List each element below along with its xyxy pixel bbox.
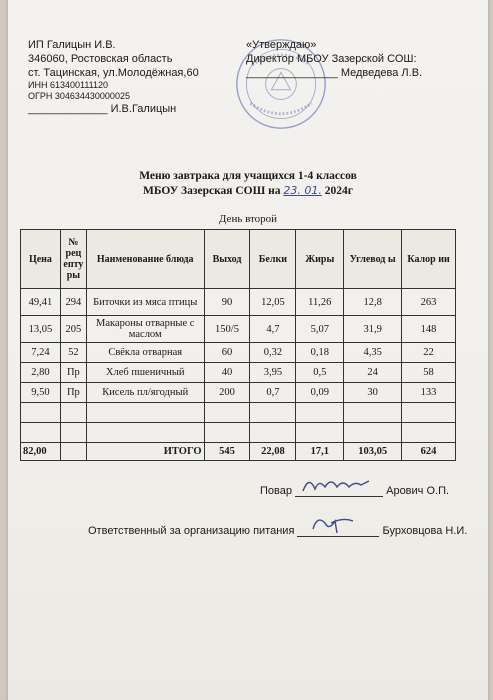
total-label: ИТОГО <box>86 443 204 461</box>
cell-dish: Биточки из мяса птицы <box>86 289 204 316</box>
day-label: День второй <box>218 213 278 225</box>
responsible-signature-line <box>88 522 467 537</box>
cell-fats: 0,09 <box>296 383 344 403</box>
empty-row <box>21 403 456 423</box>
cell-recipe: Пр <box>60 363 86 383</box>
cell-calories: 133 <box>402 383 456 403</box>
handwritten-date: 23. 01. <box>283 184 322 197</box>
cell-recipe: 52 <box>60 343 86 363</box>
cell-output: 60 <box>204 343 250 363</box>
cell-proteins: 0,7 <box>250 383 296 403</box>
table-row <box>21 289 456 316</box>
cell-calories: 58 <box>402 363 456 383</box>
approval-director: Директор МБОУ Зазерской СОШ: <box>246 53 417 65</box>
total-calories: 624 <box>402 443 456 461</box>
table-row <box>21 383 456 403</box>
responsible-label: Ответственный за организацию питания <box>88 525 295 537</box>
total-fats: 17,1 <box>296 443 344 461</box>
col-header-recipe: № рец епту ры <box>60 230 86 289</box>
supplier-address-1: 346060, Ростовская область <box>28 53 173 65</box>
cell-calories: 22 <box>402 343 456 363</box>
cell-proteins: 3,95 <box>250 363 296 383</box>
cell-recipe: 205 <box>60 316 86 343</box>
cook-signature-line <box>260 482 449 497</box>
responsible-signature-field <box>297 522 379 537</box>
cell-output: 90 <box>204 289 250 316</box>
cell-dish: Кисель пл/ягодный <box>86 383 204 403</box>
col-header-price: Цена <box>21 230 61 289</box>
cell-price: 2,80 <box>21 363 61 383</box>
cell-output: 150/5 <box>204 316 250 343</box>
empty-row <box>21 423 456 443</box>
cell-carbs: 4,35 <box>344 343 402 363</box>
table-row <box>21 316 456 343</box>
cook-name: Арович О.П. <box>386 485 450 497</box>
cook-label: Повар <box>260 485 292 497</box>
table-row <box>21 363 456 383</box>
approval-signature: _______________ Медведева Л.В. <box>246 67 423 79</box>
table-header-row <box>21 230 456 289</box>
document-page <box>8 0 488 700</box>
cell-carbs: 31,9 <box>344 316 402 343</box>
total-recipe <box>60 443 86 461</box>
cell-price: 49,41 <box>21 289 61 316</box>
col-header-carbs: Углевод ы <box>344 230 402 289</box>
cell-dish: Хлеб пшеничный <box>86 363 204 383</box>
col-header-output: Выход <box>204 230 250 289</box>
cell-calories: 263 <box>402 289 456 316</box>
total-carbs: 103,05 <box>344 443 402 461</box>
supplier-inn: ИНН 613400111120 <box>28 80 109 90</box>
cook-handwritten-signature <box>301 473 371 495</box>
col-header-calories: Калор ии <box>402 230 456 289</box>
total-price: 82,00 <box>21 443 61 461</box>
cell-fats: 5,07 <box>296 316 344 343</box>
cell-fats: 0,5 <box>296 363 344 383</box>
cell-fats: 11,26 <box>296 289 344 316</box>
responsible-handwritten-signature <box>303 513 373 535</box>
supplier-address-2: ст. Тацинская, ул.Молодёжная,60 <box>28 67 199 79</box>
menu-title: Меню завтрака для учащихся 1-4 классов <box>139 170 357 182</box>
total-proteins: 22,08 <box>250 443 296 461</box>
approval-block <box>246 38 422 80</box>
cell-calories: 148 <box>402 316 456 343</box>
cell-proteins: 0,32 <box>250 343 296 363</box>
cell-price: 9,50 <box>21 383 61 403</box>
supplier-signature-line: _____________ И.В.Галицын <box>28 103 177 115</box>
cell-dish: Свёкла отварная <box>86 343 204 363</box>
total-row <box>21 443 456 461</box>
cell-price: 7,24 <box>21 343 61 363</box>
cell-proteins: 4,7 <box>250 316 296 343</box>
table-row <box>21 343 456 363</box>
year: 2024г <box>321 185 353 197</box>
cell-output: 40 <box>204 363 250 383</box>
menu-subtitle <box>8 184 488 197</box>
cell-proteins: 12,05 <box>250 289 296 316</box>
supplier-name: ИП Галицын И.В. <box>28 39 116 51</box>
cell-carbs: 30 <box>344 383 402 403</box>
school-name: МБОУ Зазерская СОШ на <box>143 185 284 197</box>
col-header-fats: Жиры <box>296 230 344 289</box>
cell-price: 13,05 <box>21 316 61 343</box>
cell-carbs: 24 <box>344 363 402 383</box>
cell-output: 200 <box>204 383 250 403</box>
cell-recipe: 294 <box>60 289 86 316</box>
cell-carbs: 12,8 <box>344 289 402 316</box>
total-output: 545 <box>204 443 250 461</box>
col-header-proteins: Белки <box>250 230 296 289</box>
cell-fats: 0,18 <box>296 343 344 363</box>
col-header-dish: Наименование блюда <box>86 230 204 289</box>
approval-title: «Утверждаю» <box>246 39 317 51</box>
cook-signature-field <box>295 482 383 497</box>
cell-recipe: Пр <box>60 383 86 403</box>
cell-dish: Макароны отварные с маслом <box>86 316 204 343</box>
menu-table <box>20 229 456 461</box>
supplier-block <box>28 38 199 116</box>
responsible-name: Бурховцова Н.И. <box>382 525 468 537</box>
supplier-ogrn: ОГРН 304634430000025 <box>28 91 130 101</box>
